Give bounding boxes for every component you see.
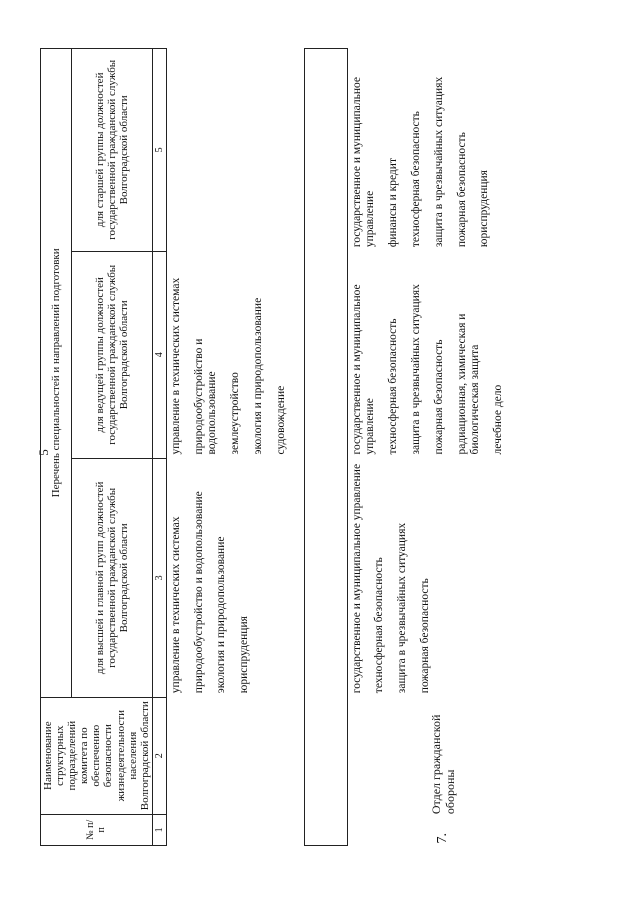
row-number: 7.: [435, 833, 451, 844]
table-row: [166, 49, 304, 846]
row-number-cell: [347, 814, 521, 845]
specialty-item: лечебное дело: [492, 384, 505, 455]
specialty-item: пожарная безопасность: [432, 339, 445, 455]
specialty-item: экология и природопользование: [252, 297, 265, 455]
unit-name: Отдел гражданской обороны: [428, 714, 458, 815]
specialties-leading: [166, 251, 304, 458]
specialty-item: государственное и муниципальное управление: [350, 463, 363, 694]
specialty-item: экология и природопользование: [215, 536, 228, 694]
specialties-leading: [347, 251, 521, 458]
column-number: 3: [152, 458, 166, 697]
specialty-item: финансы и кредит: [387, 158, 400, 248]
row-unit-cell: [166, 697, 304, 814]
specialty-item: управление в технических системах: [169, 277, 182, 455]
specialty-item: техносферная безопасность: [373, 557, 386, 694]
header-specialties-list: Перечень специальностей и направлений подготовки: [41, 49, 72, 698]
specialty-item: защита в чрезвычайных ситуациях: [410, 284, 423, 455]
specialties-higher: [166, 458, 304, 697]
specialty-item: судовождение: [274, 385, 287, 455]
specialty-item: государственное и муниципальное управление: [350, 284, 377, 455]
column-number: 2: [152, 697, 166, 814]
specialty-item: техносферная безопасность: [410, 111, 423, 248]
specialty-item: пожарная безопасность: [455, 132, 468, 248]
row-number-cell: [166, 814, 304, 845]
header-group-senior: для старшей группы должностей государственной гражданской службы Волгоградской области: [72, 49, 153, 252]
header-number: № п/п: [41, 814, 153, 845]
specialty-item: государственное и муниципальное управление: [350, 77, 377, 248]
header-unit-name: Наименование структурных подразделений комитета по обеспечению безопасности жизнедеятельности населения Волгоградской области: [41, 697, 153, 814]
specialty-item: природообустройство и водопользование: [192, 338, 219, 455]
specialty-item: защита в чрезвычайных ситуациях: [432, 76, 445, 248]
specialties-senior: [347, 49, 521, 252]
specialties-higher: [347, 458, 521, 697]
specialties-senior: [166, 49, 304, 252]
column-number: 4: [152, 251, 166, 458]
specialty-item: юриспруденция: [238, 616, 251, 694]
header-group-leading: для ведущей группы должностей государственной гражданской службы Волгоградской области: [72, 251, 153, 458]
header-group-higher: для высшей и главной групп должностей государственной гражданской службы Волгоградской области: [72, 458, 153, 697]
row-unit-cell: [347, 697, 521, 814]
specialty-item: радиационная, химическая и биологическая защита: [455, 313, 482, 455]
specialties-table: [40, 48, 521, 846]
specialty-item: землеустройство: [229, 372, 242, 455]
specialty-item: юриспруденция: [478, 170, 491, 248]
column-number: 5: [152, 49, 166, 252]
specialty-item: пожарная безопасность: [419, 578, 432, 694]
specialty-item: управление в технических системах: [169, 516, 182, 694]
table-row: [347, 49, 521, 846]
specialty-item: техносферная безопасность: [387, 318, 400, 455]
specialty-item: природообустройство и водопользование: [192, 491, 205, 694]
page-number: 5: [36, 449, 51, 456]
column-number: 1: [152, 814, 166, 845]
specialty-item: защита в чрезвычайных ситуациях: [396, 522, 409, 694]
